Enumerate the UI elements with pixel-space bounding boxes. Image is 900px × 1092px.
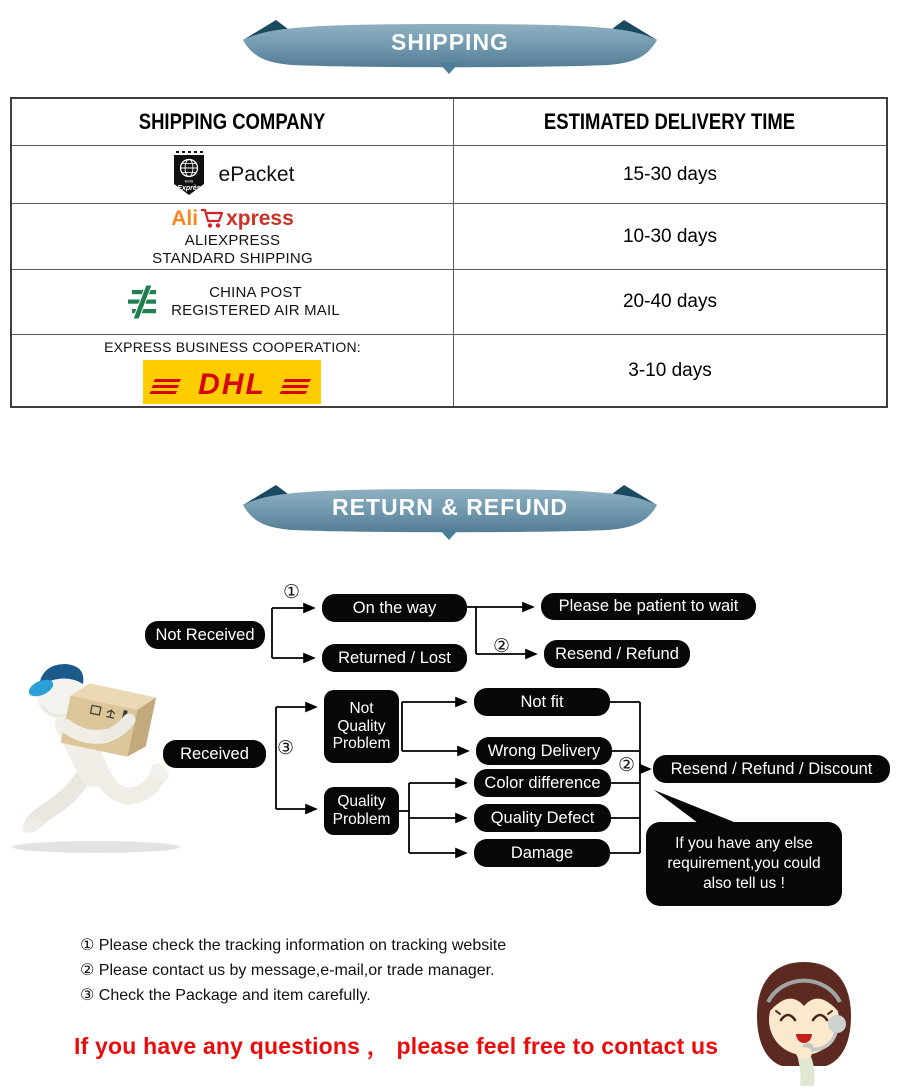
delivery-time: 3-10 days [453, 335, 886, 406]
return-refund-banner [240, 481, 660, 533]
company-name: ePacket [218, 162, 295, 186]
shopping-cart-icon [199, 206, 225, 229]
node-quality-problem: Quality Problem [324, 787, 399, 835]
circled-1-mark: ① [283, 582, 301, 603]
express-cooperation-label: EXPRESS BUSINESS COOPERATION: [104, 339, 361, 355]
node-not-fit: Not fit [474, 688, 610, 716]
note-3: ③ Check the Package and item carefully. [80, 987, 371, 1004]
node-not-quality-problem: Not Quality Problem [324, 690, 399, 763]
aliexpress-logo [171, 205, 294, 229]
speech-bubble-tail [654, 790, 744, 826]
contact-us-text: If you have any questions ， please feel free to contact us [74, 1033, 719, 1059]
delivery-time: 10-30 days [453, 204, 886, 269]
company-name-line1: CHINA POST [209, 284, 302, 301]
svg-text:EMS: EMS [184, 178, 193, 184]
bubble-line: also tell us ! [703, 875, 785, 892]
node-returned-lost: Returned / Lost [322, 644, 467, 672]
table-header-row [12, 99, 886, 145]
shipping-banner [240, 16, 660, 68]
svg-text:Exprès: Exprès [176, 185, 201, 192]
node-resend-refund-discount: Resend / Refund / Discount [653, 755, 890, 783]
node-not-received: Not Received [145, 621, 265, 649]
bubble-line: If you have any else [675, 835, 813, 852]
bubble-line: requirement,you could [667, 855, 821, 872]
note-1: ① Please check the tracking information on tracking website [80, 937, 507, 954]
node-quality-defect: Quality Defect [474, 804, 611, 832]
node-wrong-delivery: Wrong Delivery [476, 737, 612, 765]
delivery-time: 15-30 days [453, 146, 886, 203]
shipping-table [10, 97, 888, 408]
company-name-line2: REGISTERED AIR MAIL [171, 302, 340, 319]
down-arrow-icon [439, 63, 459, 74]
node-received: Received [163, 740, 266, 768]
dhl-logo-text: DHL [198, 368, 267, 401]
company-name-line2: STANDARD SHIPPING [152, 250, 313, 267]
node-color-difference: Color difference [474, 769, 611, 797]
col-shipping-company: SHIPPING COMPANY [139, 109, 326, 134]
down-arrow-icon [439, 529, 459, 540]
col-estimated-delivery-time: ESTIMATED DELIVERY TIME [544, 109, 796, 134]
delivery-time: 20-40 days [453, 270, 886, 334]
table-row-epacket [12, 145, 886, 203]
speech-bubble [646, 822, 842, 906]
note-2: ② Please contact us by message,e-mail,or trade manager. [80, 962, 495, 979]
circled-2-mark: ② [493, 636, 511, 657]
table-row-aliexpress [12, 203, 886, 269]
shipping-banner-title: SHIPPING [391, 29, 509, 55]
aliexpress-logo-xpress: xpress [226, 207, 294, 230]
table-row-china-post [12, 269, 886, 334]
node-resend-refund: Resend / Refund [544, 640, 690, 668]
node-damage: Damage [474, 839, 610, 867]
node-on-the-way: On the way [322, 594, 467, 622]
node-please-be-patient: Please be patient to wait [541, 593, 756, 620]
courier-figure-image [8, 644, 188, 859]
circled-2-mark: ② [618, 755, 636, 776]
table-row-dhl [12, 334, 886, 406]
instruction-notes [80, 933, 506, 1008]
support-agent-image [744, 956, 864, 1090]
dhl-logo-icon [143, 360, 321, 404]
company-name-line1: ALIEXPRESS [184, 232, 281, 249]
aliexpress-logo-ali: Ali [171, 207, 199, 230]
china-post-logo-icon [125, 284, 161, 320]
epacket-logo-icon [171, 151, 207, 198]
return-refund-banner-title: RETURN & REFUND [331, 494, 569, 520]
circled-3-mark: ③ [277, 738, 295, 759]
